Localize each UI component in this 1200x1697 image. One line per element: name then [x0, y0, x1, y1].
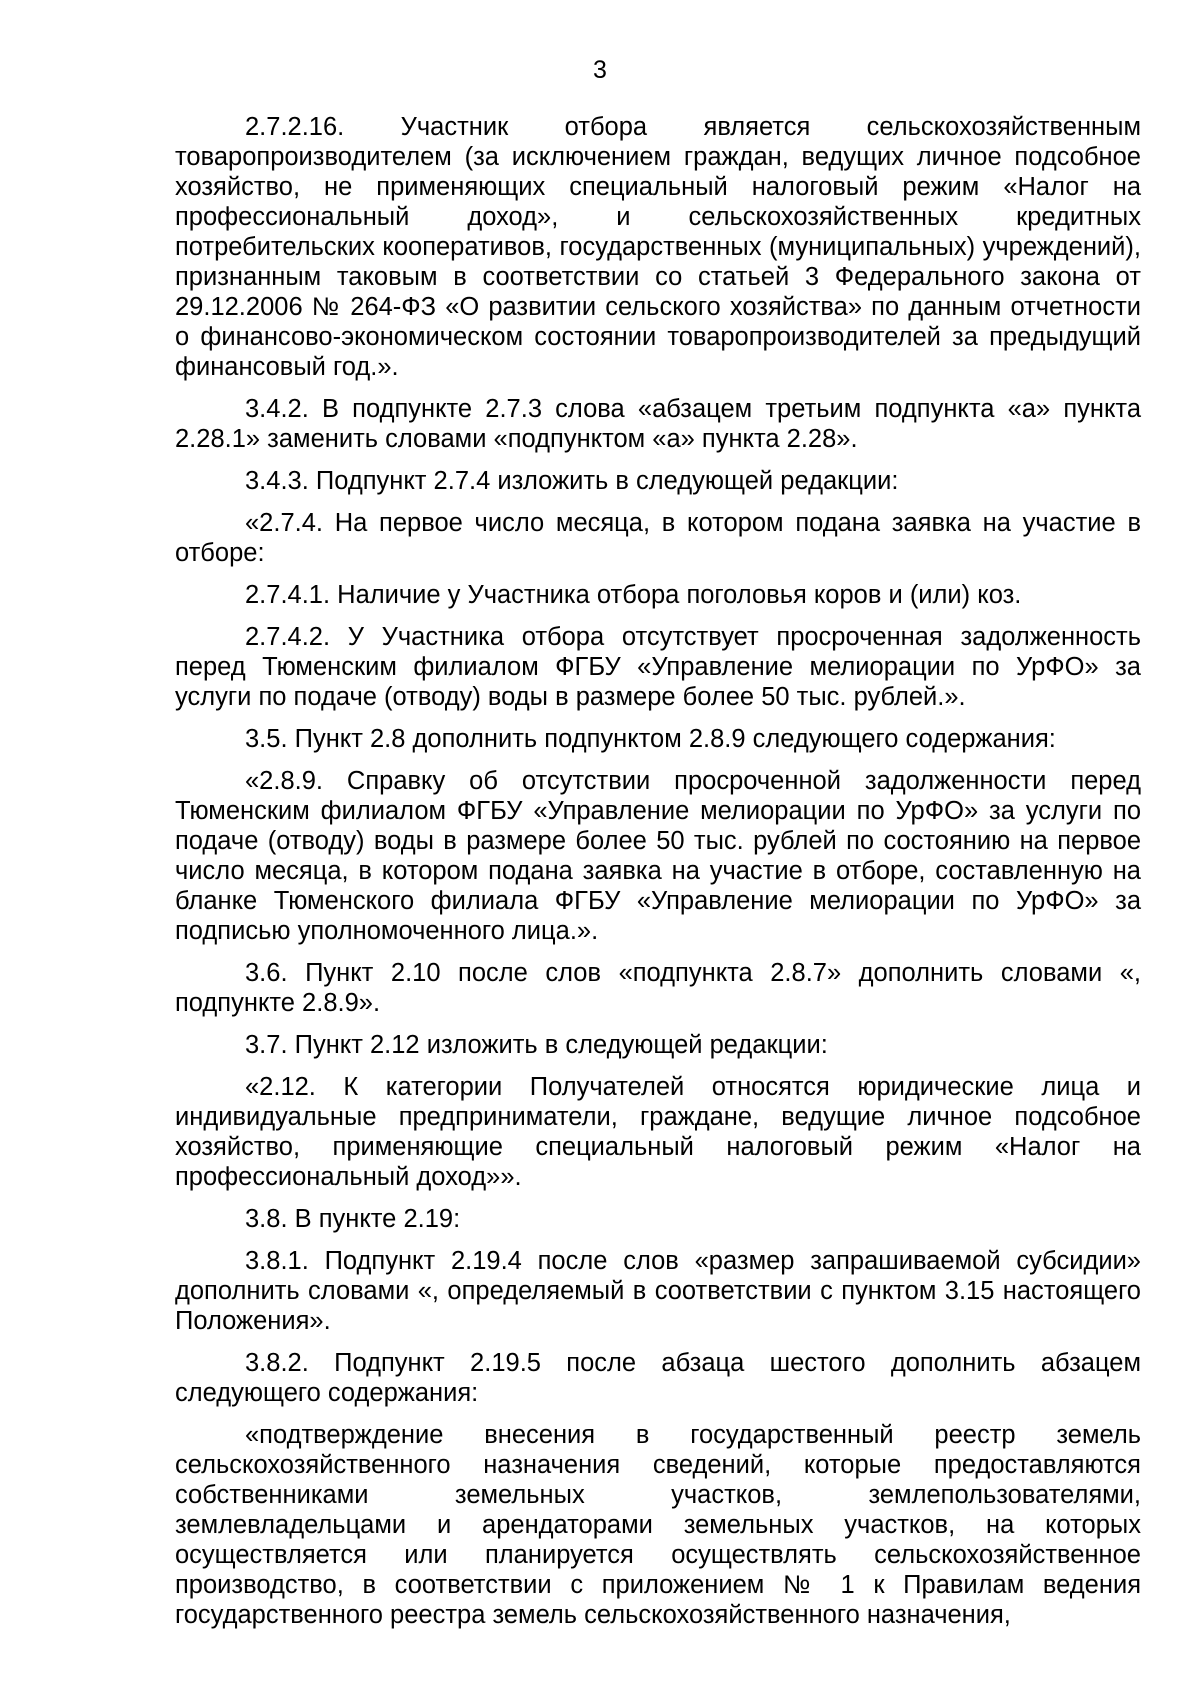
paragraph: «2.12. К категории Получателей относятся юридические лица и индивидуальные предприниматели, граждане, ведущие личное подсобное хозяйство, применяющие специальный налоговый режим «Налог на профессиональный доход»». — [175, 1073, 1141, 1191]
paragraph: 3.6. Пункт 2.10 после слов «подпункта 2.8.7» дополнить словами «, подпункте 2.8.9». — [175, 959, 1141, 1017]
paragraph: 3.5. Пункт 2.8 дополнить подпунктом 2.8.9 следующего содержания: — [245, 725, 1056, 753]
paragraph: 2.7.4.1. Наличие у Участника отбора поголовья коров и (или) коз. — [245, 581, 1022, 609]
paragraph: 3.8.2. Подпункт 2.19.5 после абзаца шестого дополнить абзацем следующего содержания: — [175, 1349, 1141, 1407]
paragraph: «подтверждение внесения в государственный реестр земель сельскохозяйственного назначения сведений, которые предоставляются собственниками земельных участков, землепользователями, землевладельцами и арендаторами земельных участков, на которых осуществляется или планируется осуществлять сельскохозяйственное производство, в соответствии с приложением № 1 к Правилам ведения государственного реестра земель сельскохозяйственного назначения, — [175, 1421, 1141, 1629]
page-number: 3 — [593, 56, 607, 84]
paragraph: 3.8. В пункте 2.19: — [245, 1205, 461, 1233]
paragraph: 3.4.2. В подпункте 2.7.3 слова «абзацем третьим подпункта «а» пункта 2.28.1» заменить словами «подпунктом «а» пункта 2.28». — [175, 395, 1141, 453]
paragraph: «2.8.9. Справку об отсутствии просроченной задолженности перед Тюменским филиалом ФГБУ «Управление мелиорации по УрФО» за услуги по подаче (отводу) воды в размере более 50 тыс. рублей по состоянию на первое число месяца, в котором подана заявка на участие в отборе, составленную на бланке Тюменского филиала ФГБУ «Управление мелиорации по УрФО» за подписью уполномоченного лица.». — [175, 767, 1141, 945]
paragraph: «2.7.4. На первое число месяца, в котором подана заявка на участие в отборе: — [175, 509, 1141, 567]
paragraph: 2.7.4.2. У Участника отбора отсутствует просроченная задолженность перед Тюменским филиалом ФГБУ «Управление мелиорации по УрФО» за услуги по подаче (отводу) воды в размере более 50 тыс. рублей.». — [175, 623, 1141, 711]
paragraph: 3.7. Пункт 2.12 изложить в следующей редакции: — [245, 1031, 828, 1059]
paragraph: 3.8.1. Подпункт 2.19.4 после слов «размер запрашиваемой субсидии» дополнить словами «, определяемый в соответствии с пунктом 3.15 настоящего Положения». — [175, 1247, 1141, 1335]
paragraph: 2.7.2.16. Участник отбора является сельскохозяйственным товаропроизводителем (за исключением граждан, ведущих личное подсобное хозяйство, не применяющих специальный налоговый режим «Налог на профессиональный доход», и сельскохозяйственных кредитных потребительских кооперативов, государственных (муниципальных) учреждений), признанным таковым в соответствии со статьей 3 Федерального закона от 29.12.2006 № 264-ФЗ «О развитии сельского хозяйства» по данным отчетности о финансово-экономическом состоянии товаропроизводителей за предыдущий финансовый год.». — [175, 113, 1141, 381]
paragraph: 3.4.3. Подпункт 2.7.4 изложить в следующей редакции: — [245, 467, 899, 495]
document-body — [175, 112, 1141, 1642]
